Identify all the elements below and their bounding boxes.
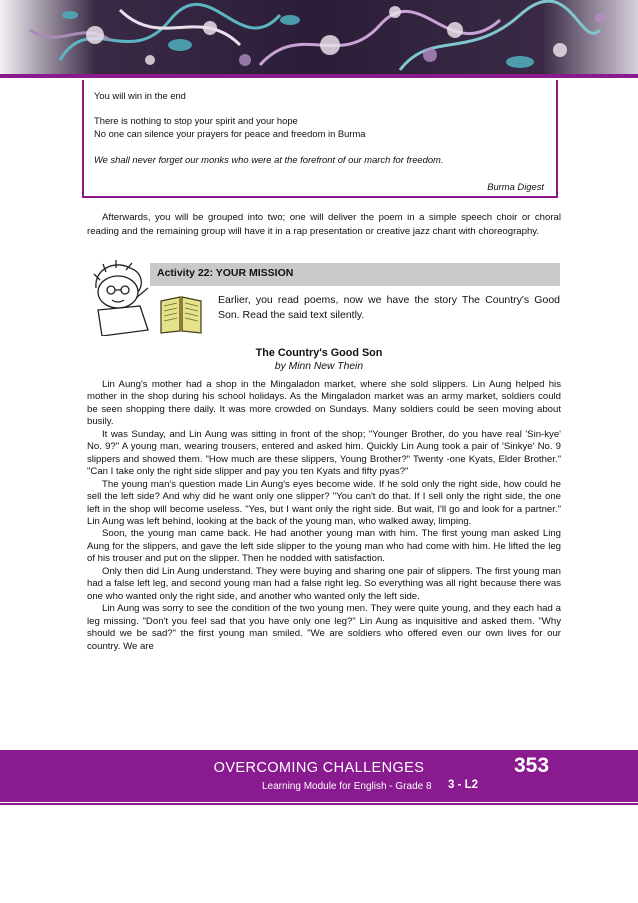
story-body <box>87 379 561 653</box>
story-title: The Country's Good Son <box>255 347 383 359</box>
activity-title: Activity 22: YOUR MISSION <box>157 267 294 279</box>
story-paragraph: It was Sunday, and Lin Aung was sitting in front of the shop; "Younger Brother, do you have real 'Sin-kye' No. 9?" A young man, wearing trousers, entered and asked him. Quickly Lin Aung took a pair of 'Sinkye' No. 9 slippers and showed them. "How much are these slippers, Young Brother?" Twenty -one Kyats, Elder Brother." "Can I take only the right side slipper and pay you ten Kyats and fifty pyas?" <box>87 428 561 478</box>
story-paragraph: Soon, the young man came back. He had another young man with him. The first young man asked Ling Aung for the slippers, and gave the left side slipper to the young man who had come with him. He lifted the leg of his trouser and put on the slipper. Then he nodded with satisfaction. <box>87 528 561 565</box>
intro-paragraph: Afterwards, you will be grouped into two; one will deliver the poem in a simple speech choir or choral reading and the remaining group will have it in a rap presentation or creative jazz chant with choreography. <box>87 212 561 238</box>
footer-title: OVERCOMING CHALLENGES <box>213 760 425 776</box>
footer-module-code: 3 - L2 <box>448 779 479 791</box>
page-number: 353 <box>514 754 550 777</box>
story-paragraph: Lin Aung was sorry to see the condition of the two young men. They were quite young, and they each had a leg missing. "Don't you feel sad that you have only one leg?" Lin Aung as inquisitive and asked them. "Why should we be sad?" the first young man smiled. "We are soldiers who offered even our own lives for our country. We are <box>87 603 561 652</box>
student-writing-icon <box>86 258 152 336</box>
story-paragraph: The young man's question made Lin Aung's eyes become wide. If he sold only the right side, how could he sell the left side? And why did he want only one slipper? "You can't do that. If I sell only the right side, the one left in the shop will become useless. "Yes, but I want only the right side. But wait, I'll go and look for a partner." Lin Aung was left behind, looking at the back of the young man, who walked away, limping. <box>87 478 561 527</box>
poem-line: You will win in the end <box>94 90 186 101</box>
book-icon <box>158 293 204 335</box>
banner-divider <box>0 74 638 78</box>
decorative-banner <box>0 0 638 74</box>
poem-source: Burma Digest <box>487 181 544 192</box>
footer-subtitle: Learning Module for English - Grade 8 <box>262 781 432 792</box>
story-paragraph: Lin Aung's mother had a shop in the Mingaladon market, where she sold slippers. Lin Aung helped his mother in the shop during his school holidays. As the Mingaladon market was an army market, soldiers could be seen shopping there daily. It was more crowded on Sundays. Many soldiers could be seen moving about busily. <box>87 379 561 428</box>
poem-line: We shall never forget our monks who were at the forefront of our march for freedom. <box>94 154 444 165</box>
poem-line: No one can silence your prayers for peace and freedom in Burma <box>94 128 366 139</box>
poem-box <box>82 80 558 198</box>
story-paragraph: Only then did Lin Aung understand. They were buying and sharing one pair of slippers. The first young man had a false left leg, and second young man had a false right leg. So everything was all right because there was one who wanted only the right side, and another who wanted only the left side. <box>87 565 561 602</box>
activity-instructions: Earlier, you read poems, now we have the story The Country's Good Son. Read the said text silently. <box>218 294 560 321</box>
story-author: by Minn New Thein <box>274 361 364 372</box>
poem-line: There is nothing to stop your spirit and your hope <box>94 115 298 126</box>
footer-divider <box>0 803 638 805</box>
